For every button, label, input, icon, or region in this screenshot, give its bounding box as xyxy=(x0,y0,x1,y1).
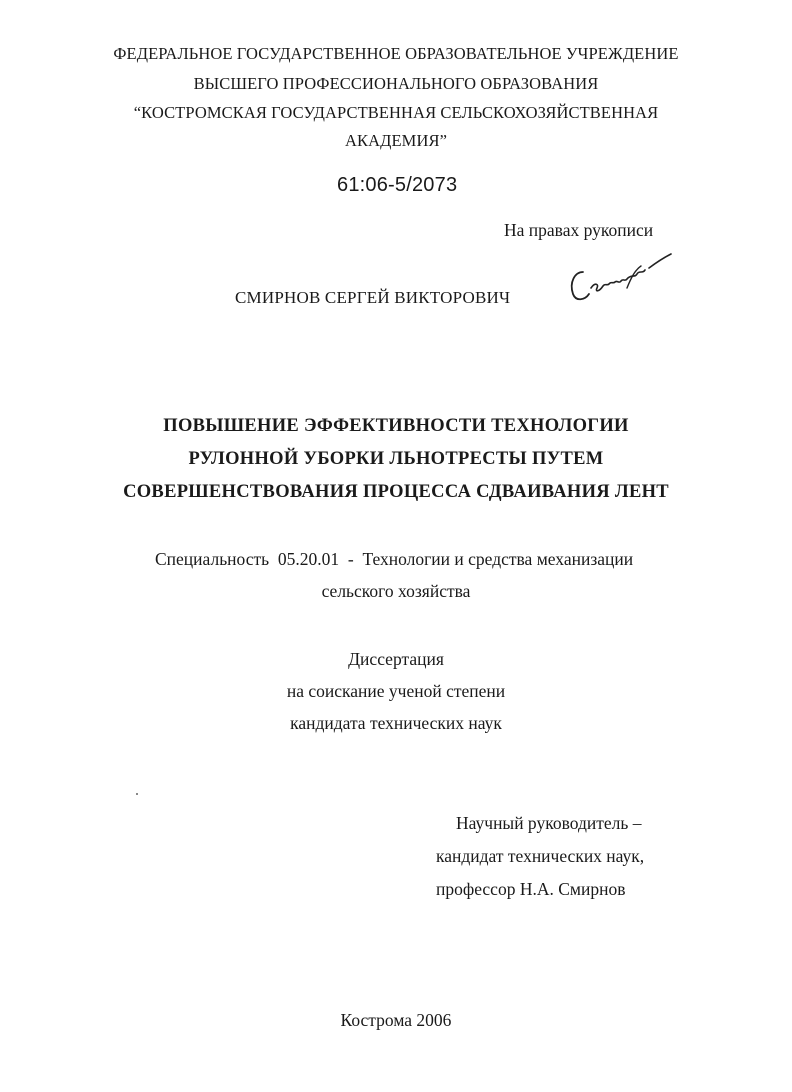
city-year: Кострома 2006 xyxy=(340,1010,452,1030)
title-line-1: ПОВЫШЕНИЕ ЭФФЕКТИВНОСТИ ТЕХНОЛОГИИ xyxy=(163,416,629,436)
title-line-3: СОВЕРШЕНСТВОВАНИЯ ПРОЦЕССА СДВАИВАНИЯ ЛЕНТ xyxy=(123,482,669,502)
catalog-code: 61:06-5/2073 xyxy=(337,174,458,196)
author-name: СМИРНОВ СЕРГЕЙ ВИКТОРОВИЧ xyxy=(235,288,511,307)
specialty-line-2: сельского хозяйства xyxy=(321,581,471,601)
degree-line-1: Диссертация xyxy=(348,649,444,669)
signature-image xyxy=(565,248,675,308)
supervisor-line-3: профессор Н.А. Смирнов xyxy=(436,879,626,899)
institution-line-2: ВЫСШЕГО ПРОФЕССИОНАЛЬНОГО ОБРАЗОВАНИЯ xyxy=(193,74,599,93)
rights-note: На правах рукописи xyxy=(504,220,654,240)
supervisor-line-1: Научный руководитель – xyxy=(456,813,642,833)
institution-line-3: “КОСТРОМСКАЯ ГОСУДАРСТВЕННАЯ СЕЛЬСКОХОЗЯЙСТВЕННАЯ xyxy=(133,103,659,122)
supervisor-line-2: кандидат технических наук, xyxy=(436,846,645,866)
specialty-line-1: Специальность 05.20.01 - Технологии и средства механизации xyxy=(155,549,634,569)
title-line-2: РУЛОННОЙ УБОРКИ ЛЬНОТРЕСТЫ ПУТЕМ xyxy=(188,449,604,469)
institution-line-4: АКАДЕМИЯ” xyxy=(345,131,447,150)
degree-line-2: на соискание ученой степени xyxy=(286,681,506,701)
institution-line-1: ФЕДЕРАЛЬНОЕ ГОСУДАРСТВЕННОЕ ОБРАЗОВАТЕЛЬНОЕ УЧРЕЖДЕНИЕ xyxy=(113,44,679,63)
scan-speck xyxy=(136,793,138,795)
degree-line-3: кандидата технических наук xyxy=(290,713,502,733)
